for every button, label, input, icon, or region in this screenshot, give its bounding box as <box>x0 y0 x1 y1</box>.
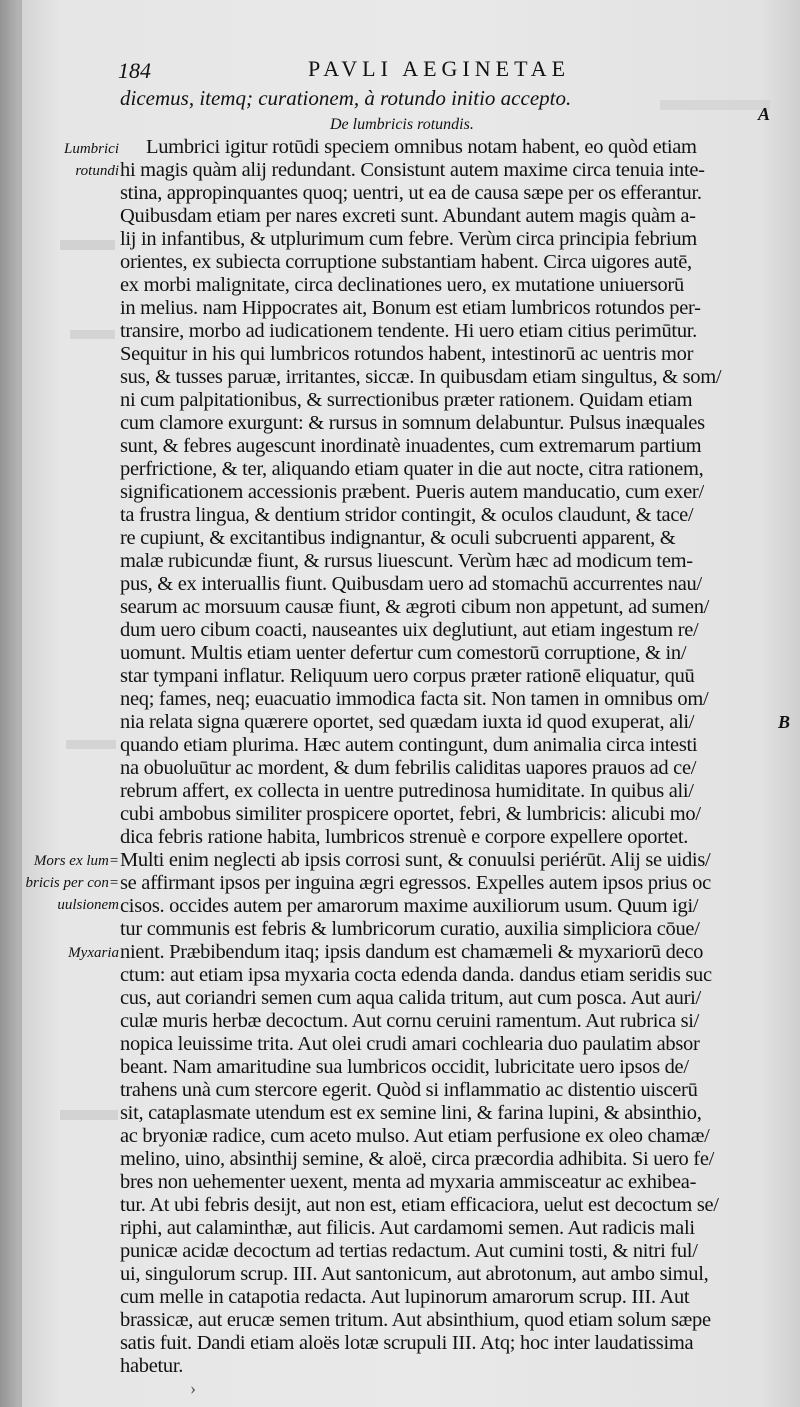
text-line: na obuoluūtur ac mordent, & dum febrilis caliditas uapores prauos ad ce/ <box>120 757 697 779</box>
text-line: transire, morbo ad iudicationem tendente. Hi uero etiam citius perimūtur. <box>120 320 697 342</box>
text-line: ac bryoniæ radice, cum aceto mulso. Aut etiam perfusione ex oleo chamæ/ <box>120 1125 710 1147</box>
text-line: cubi ambobus similiter prospicere oportet, febri, & lumbricis: alicubi mo/ <box>120 803 701 825</box>
corner-letter-b: B <box>778 712 791 732</box>
text-line: Quibusdam etiam per nares excreti sunt. Abundant autem magis quàm a- <box>120 205 696 227</box>
text-line: ctum: aut etiam ipsa myxaria cocta edenda danda. dandus etiam seridis suc <box>120 964 712 986</box>
text-line: melino, uino, absinthij semine, & aloë, circa præcordia adhibita. Si uero fe/ <box>120 1148 715 1170</box>
running-head: PAVLI AEGINETAE <box>308 56 571 81</box>
text-line: sus, & tusses paruæ, irritantes, siccæ. In quibusdam etiam singultus, & som/ <box>120 366 722 388</box>
text-line: perfrictione, & ter, aliquando etiam quater in die aut nocte, citra rationem, <box>120 458 704 480</box>
text-line: ni cum palpitationibus, & surrectionibus præter rationem. Quidam etiam <box>120 389 693 411</box>
text-line: Lumbrici igitur rotūdi speciem omnibus notam habent, eo quòd etiam <box>146 136 697 158</box>
text-line: tur. At ubi febris desijt, aut non est, etiam efficaciora, uelut est decoctum se/ <box>120 1194 719 1216</box>
text-line: stina, appropinquantes quoq; uentri, ut ea de causa sæpe per os efferantur. <box>120 182 702 204</box>
margin-note-line: Mors ex lum= <box>33 853 119 869</box>
margin-note-line: rotundi <box>75 163 119 179</box>
text-line: ta frustra lingua, & dentium stridor contingit, & oculos claudunt, & tace/ <box>120 504 694 526</box>
text-line: searum ac morsuum causæ fiunt, & ægroti cibum non appetunt, ad sumen/ <box>120 596 710 618</box>
text-line: punicæ acidæ decoctum ad tertias redactum. Aut cumini tosti, & nitri ful/ <box>120 1240 698 1262</box>
text-line: star tympani inflatur. Reliquum uero corpus præter rationē eliquatur, quū <box>120 665 695 687</box>
text-line: pus, & ex interuallis fiunt. Quibusdam uero ad stomachū accurrentes nau/ <box>120 573 702 595</box>
text-line: ui, singulorum scrup. III. Aut santonicum, aut abrotonum, aut ambo simul, <box>120 1263 709 1285</box>
text-line: nopica leuissime trita. Aut olei crudi amari cochlearia duo paulatim absor <box>120 1033 700 1055</box>
text-line: bres non uehementer uexent, menta ad myxaria ammisceatur ac exhibea- <box>120 1171 697 1193</box>
text-line: sit, cataplasmate utendum est ex semine lini, & farina lupini, & absinthio, <box>120 1102 702 1124</box>
margin-note-line: Lumbrici <box>63 141 119 157</box>
text-line: malæ rubicundæ fiunt, & rursus liuescunt. Verùm hæc ad modicum tem- <box>120 550 693 572</box>
text-line: dum uero cibum coacti, nauseantes uix deglutiunt, aut etiam ingestum re/ <box>120 619 699 641</box>
text-line: cisos. occides autem per amarorum maxime auxiliorum usum. Quum igi/ <box>120 895 699 917</box>
text-line: tur communis est febris & lumbricorum curatio, auxilia simpliciora cōue/ <box>120 918 700 940</box>
text-line: culæ muris herbæ decoctum. Aut cornu ceruini ramentum. Aut rubrica si/ <box>120 1010 700 1032</box>
margin-note-line: Myxaria <box>68 945 119 961</box>
text-line: neq; fames, neq; euacuatio immodica facta sit. Non tamen in omnibus om/ <box>120 688 709 710</box>
text-line: brassicæ, aut erucæ semen tritum. Aut absinthium, quod etiam solum sæpe <box>120 1309 711 1331</box>
margin-note-myxaria <box>24 942 119 964</box>
page-number: 184 <box>118 58 151 83</box>
text-line: trahens unà cum stercore egerit. Quòd si inflammatio ac distentio uiscerū <box>120 1079 698 1101</box>
text-line: dica febris ratione habita, lumbricos strenuè e corpore expellere oportet. <box>120 826 689 848</box>
margin-note-lumbrici-rotundi <box>24 138 119 182</box>
text-line: quando etiam plurima. Hæc autem contingunt, dum animalia circa intesti <box>120 734 698 756</box>
text-line: beant. Nam amaritudine sua lumbricos occidit, lubricitate uero ipsos de/ <box>120 1056 689 1078</box>
text-line: in melius. nam Hippocrates ait, Bonum est etiam lumbricos rotundos per- <box>120 297 701 319</box>
text-line: hi magis quàm alij redundant. Consistunt autem maxime circa tenuia inte- <box>120 159 705 181</box>
margin-note-mors-ex-lumbricis <box>24 850 119 916</box>
text-line: lij in infantibus, & utplurimum cum febre. Verùm circa principia febrium <box>120 228 697 250</box>
text-line: nient. Præbibendum itaq; ipsis dandum est chamæmeli & myxariorū deco <box>120 941 704 963</box>
text-line: cum melle in catapotia redacta. Aut lupinorum amarorum scrup. III. Aut <box>120 1286 690 1308</box>
text-line: cus, aut coriandri semen cum aqua calida tritum, aut cum posca. Aut auri/ <box>120 987 701 1009</box>
text-line: ex morbi malignitate, circa declinationes uero, ex mutatione uniuersorū <box>120 274 684 296</box>
continuation-line: dicemus, itemq; curationem, à rotundo initio accepto. <box>120 86 572 110</box>
text-line: nia relata signa quærere oportet, sed quædam iuxta id quod exuperat, ali/ <box>120 711 695 733</box>
bottom-ornament: › <box>190 1378 196 1398</box>
text-line: cum clamore exurgunt: & rursus in somnum delabuntur. Pulsus inæquales <box>120 412 705 434</box>
margin-note-line: bricis per con= <box>25 875 119 891</box>
text-line: rebrum affert, ex collecta in uentre putredinosa humiditate. In quibus ali/ <box>120 780 694 802</box>
text-line: riphi, aut calaminthæ, aut filicis. Aut cardamomi semen. Aut radicis mali <box>120 1217 695 1239</box>
text-line: re cupiunt, & excitantibus indignantur, & oculi subcruenti apparent, & <box>120 527 676 549</box>
text-line: uomunt. Multis etiam uenter defertur cum comestorū corruptione, & in/ <box>120 642 687 664</box>
section-title: De lumbricis rotundis. <box>330 116 474 133</box>
text-line: satis fuit. Dandi etiam aloës lotæ scrupuli III. Atq; hoc inter laudatissima <box>120 1332 694 1354</box>
text-line: orientes, ex subiecta corruptione substantiam habent. Circa uigores autē, <box>120 251 692 273</box>
page-header <box>118 52 678 82</box>
margin-note-line: uulsionem <box>57 897 119 913</box>
text-line: habetur. <box>120 1355 184 1377</box>
text-line: se affirmant ipsos per inguina ægri egressos. Expelles autem ipsos prius oc <box>120 872 711 894</box>
text-line: significationem accessionis præbent. Pueris autem manducatio, cum exer/ <box>120 481 704 503</box>
body-text <box>120 136 770 1378</box>
text-line: Sequitur in his qui lumbricos rotundos habent, intestinorū ac uentris mor <box>120 343 694 365</box>
text-line: Multi enim neglecti ab ipsis corrosi sunt, & conuulsi periérūt. Alij se uidis/ <box>120 849 711 871</box>
text-line: sunt, & febres augescunt inordinatè inuadentes, cum extremarum partium <box>120 435 702 457</box>
corner-letter-a: A <box>758 104 771 124</box>
